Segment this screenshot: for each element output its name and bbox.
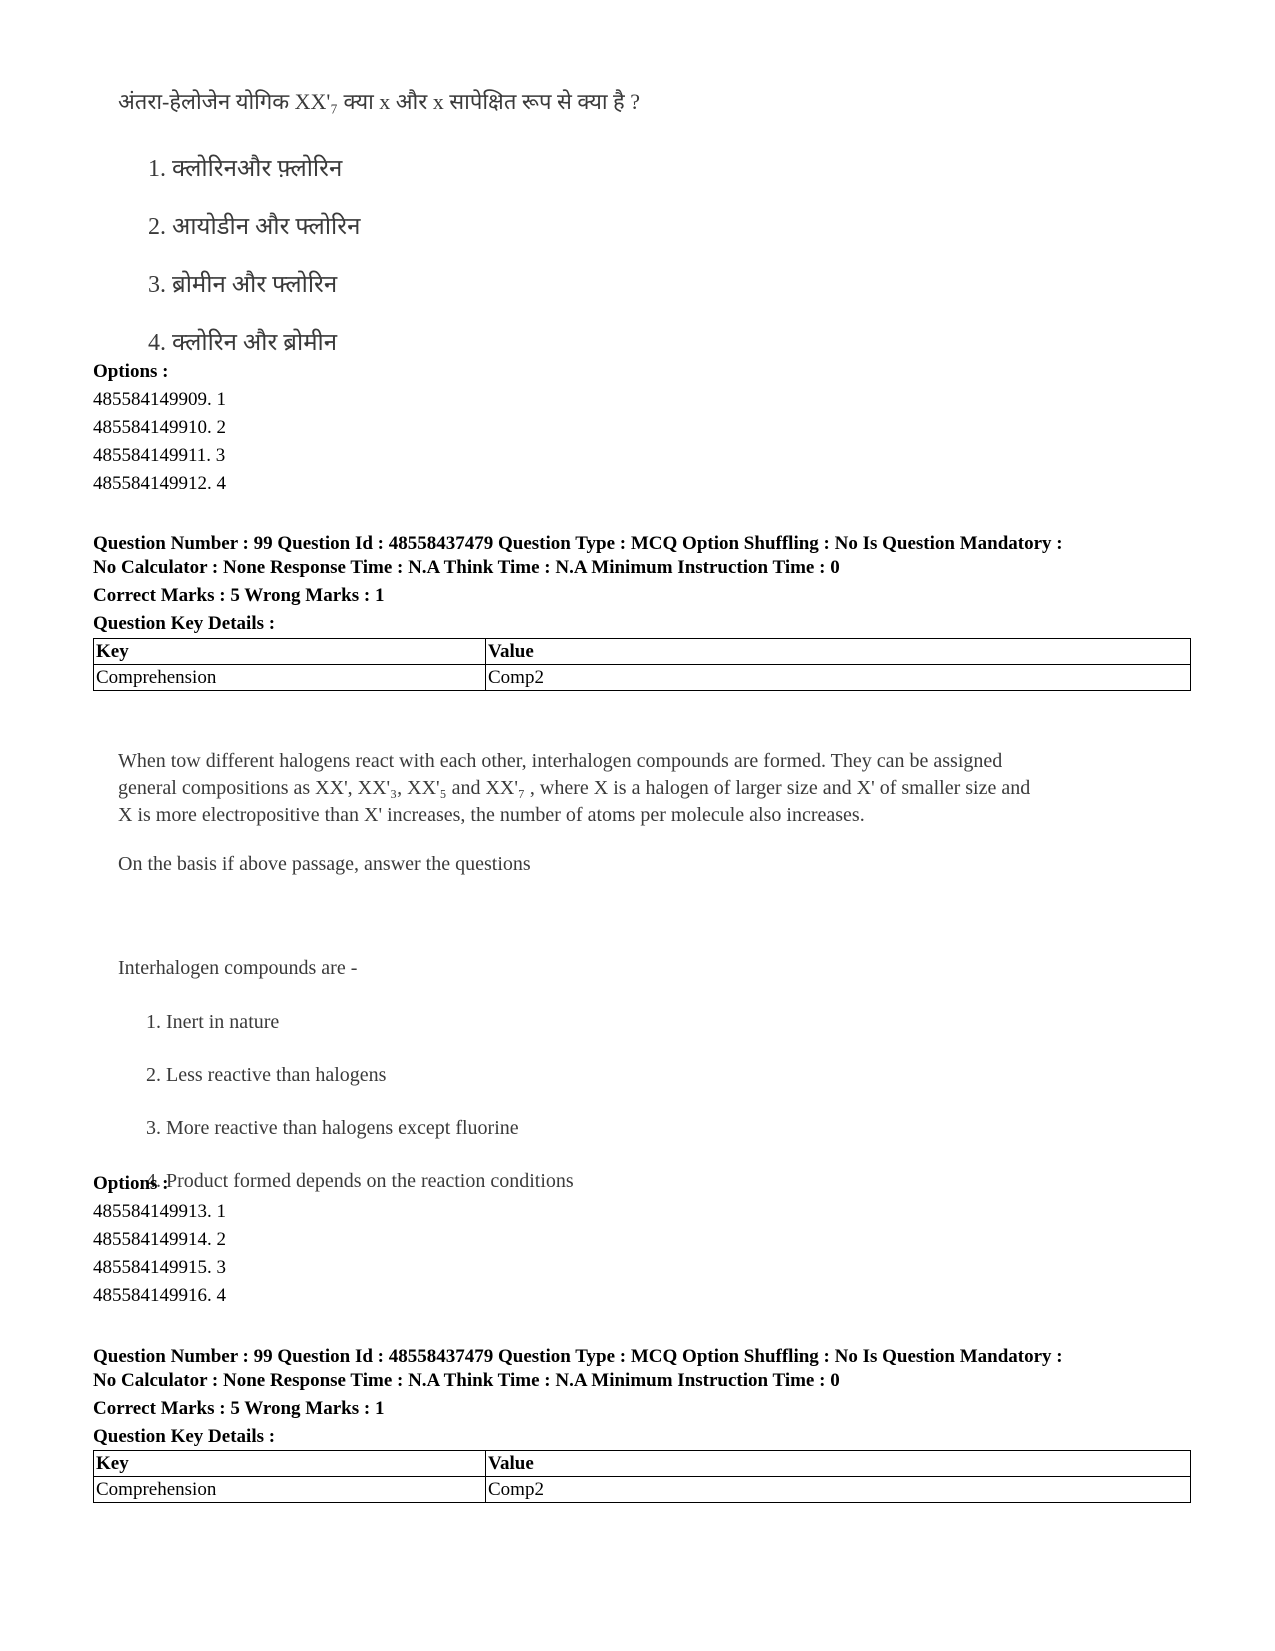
marks-line: Correct Marks : 5 Wrong Marks : 1 bbox=[93, 585, 385, 606]
option-id-1: 485584149913. 1 bbox=[93, 1201, 226, 1222]
meta-line-1: Question Number : 99 Question Id : 48558437479 Question Type : MCQ Option Shuffling : No Is Question Mandatory : bbox=[93, 1346, 1063, 1367]
key-table-2 bbox=[93, 1450, 1191, 1503]
option-id-1: 485584149909. 1 bbox=[93, 389, 226, 410]
meta-line-2: No Calculator : None Response Time : N.A Think Time : N.A Minimum Instruction Time : 0 bbox=[93, 557, 840, 578]
value-header: Value bbox=[486, 639, 1191, 665]
hindi-option-1: 1. क्लोरिनऔर फ़्लोरिन bbox=[148, 156, 343, 182]
marks-line: Correct Marks : 5 Wrong Marks : 1 bbox=[93, 1398, 385, 1419]
hindi-option-3: 3. ब्रोमीन और फ्लोरिन bbox=[148, 272, 338, 298]
meta-line-1: Question Number : 99 Question Id : 48558437479 Question Type : MCQ Option Shuffling : No Is Question Mandatory : bbox=[93, 533, 1063, 554]
english-question-image bbox=[118, 948, 918, 1208]
meta-line-2: No Calculator : None Response Time : N.A Think Time : N.A Minimum Instruction Time : 0 bbox=[93, 1370, 840, 1391]
passage-line-3: X is more electropositive than X' increases, the number of atoms per molecule also increases. bbox=[118, 804, 865, 826]
key-header: Key bbox=[94, 639, 486, 665]
english-option-2: 2. Less reactive than halogens bbox=[146, 1064, 387, 1086]
value-header: Value bbox=[486, 1451, 1191, 1477]
option-id-3: 485584149915. 3 bbox=[93, 1257, 226, 1278]
key-cell: Comprehension bbox=[94, 1477, 486, 1503]
options-list-2 bbox=[93, 1170, 226, 1310]
key-header: Key bbox=[94, 1451, 486, 1477]
passage-instruction: On the basis if above passage, answer the questions bbox=[118, 853, 531, 875]
value-cell: Comp2 bbox=[486, 1477, 1191, 1503]
option-id-3: 485584149911. 3 bbox=[93, 445, 226, 466]
english-question-text: Interhalogen compounds are - bbox=[118, 957, 358, 979]
hindi-option-2: 2. आयोडीन और फ्लोरिन bbox=[148, 214, 361, 240]
options-label: Options : bbox=[93, 361, 169, 382]
question-meta-1 bbox=[93, 532, 1203, 636]
options-list-1 bbox=[93, 358, 226, 498]
option-id-2: 485584149910. 2 bbox=[93, 417, 226, 438]
hindi-question-image bbox=[118, 82, 818, 372]
passage-line-2: general compositions as XX', XX'₃, XX'₅ and XX'₇ , where X is a halogen of larger size and X' of smaller size and bbox=[118, 777, 1031, 799]
key-details-label: Question Key Details : bbox=[93, 613, 276, 634]
key-table-1 bbox=[93, 638, 1191, 691]
option-id-2: 485584149914. 2 bbox=[93, 1229, 226, 1250]
hindi-question-text: अंतरा-हेलोजेन योगिक XX'₇ क्या x और x सापेक्षित रूप से क्या है ? bbox=[118, 89, 640, 114]
english-option-1: 1. Inert in nature bbox=[146, 1011, 280, 1033]
option-id-4: 485584149912. 4 bbox=[93, 473, 226, 494]
option-id-4: 485584149916. 4 bbox=[93, 1285, 226, 1306]
passage-image bbox=[118, 748, 1188, 878]
hindi-option-4: 4. क्लोरिन और ब्रोमीन bbox=[148, 330, 338, 356]
key-cell: Comprehension bbox=[94, 665, 486, 691]
value-cell: Comp2 bbox=[486, 665, 1191, 691]
question-meta-2 bbox=[93, 1345, 1203, 1449]
key-details-label: Question Key Details : bbox=[93, 1426, 276, 1447]
english-option-3: 3. More reactive than halogens except fluorine bbox=[146, 1117, 519, 1139]
options-label: Options : bbox=[93, 1173, 169, 1194]
passage-line-1: When tow different halogens react with each other, interhalogen compounds are formed. They can be assigned bbox=[118, 750, 1003, 772]
english-option-4: 4. Product formed depends on the reaction conditions bbox=[146, 1170, 574, 1192]
